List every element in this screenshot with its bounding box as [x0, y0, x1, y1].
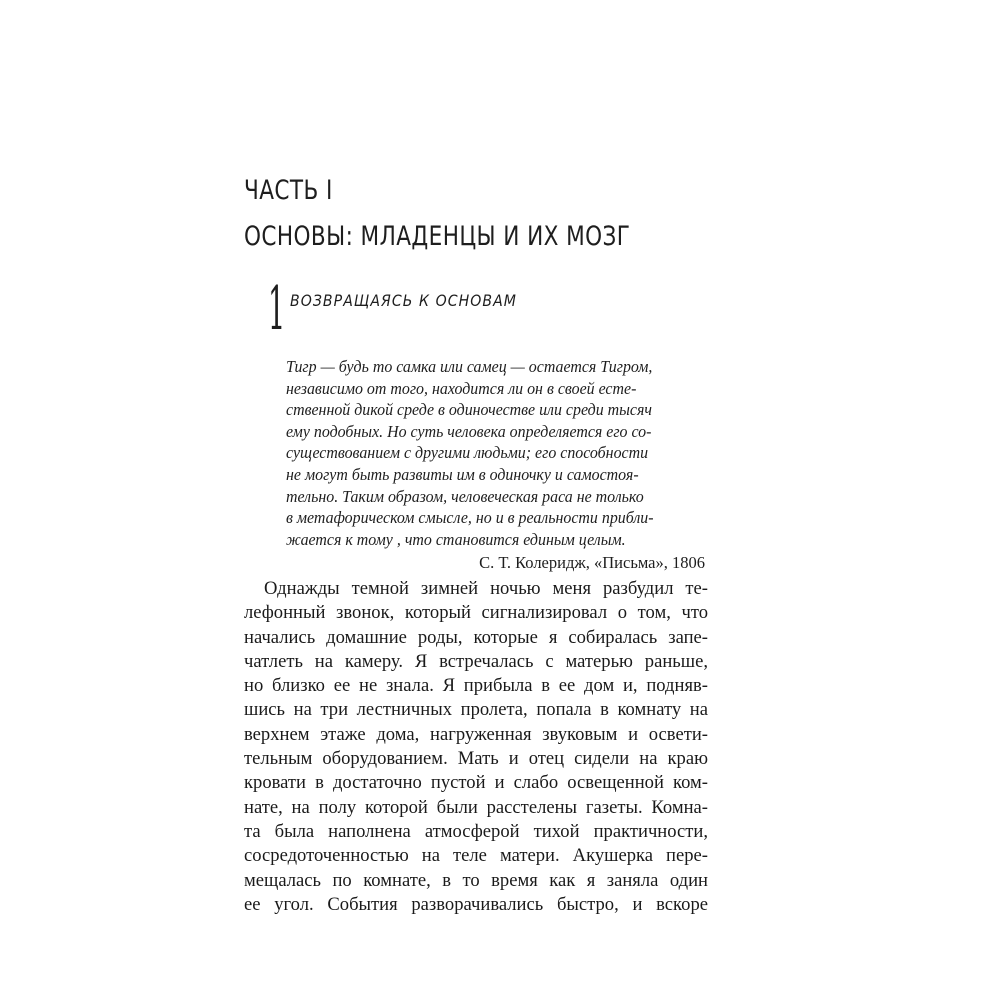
body-line: но близко ее не знала. Я прибыла в ее дом и, подняв- [244, 675, 708, 697]
epigraph-line: существованием с другими людьми; его способности [286, 443, 649, 463]
body-line: сосредоточенностью на теле матери. Акушерка пере- [244, 845, 708, 867]
chapter-heading [268, 274, 668, 344]
part-title: ОСНОВЫ: МЛАДЕНЦЫ И ИХ МОЗГ [244, 221, 631, 252]
body-line: ее угол. События разворачивались быстро, и вскоре [244, 893, 708, 915]
body-line: мещалась по комнате, в то время как я заняла один [244, 869, 708, 891]
part-heading [244, 168, 764, 260]
epigraph-line: ственной дикой среде в одиночестве или среди тысяч [286, 400, 652, 420]
chapter-title: ВОЗВРАЩАЯСЬ К ОСНОВАМ [290, 291, 518, 310]
epigraph-line: ему подобных. Но суть человека определяется его со- [286, 421, 652, 441]
epigraph-line: не могут быть развиты им в одиночку и самостоя- [286, 464, 639, 484]
body-paragraph [244, 577, 708, 917]
body-line: тельным оборудованием. Мать и отец сидели на краю [244, 748, 708, 770]
epigraph-attribution: С. Т. Колеридж, «Письма», 1806 [479, 553, 705, 573]
epigraph-line: тельно. Таким образом, человеческая раса не только [286, 486, 644, 506]
body-line: начались домашние роды, которые я собиралась запе- [244, 626, 708, 648]
body-line: верхнем этаже дома, нагруженная звуковым и освети- [244, 723, 708, 745]
body-line: чатлеть на камеру. Я встречалась с матерью раньше, [244, 650, 708, 672]
epigraph-line: жается к тому , что становится единым целым. [286, 529, 626, 549]
part-label: ЧАСТЬ I [244, 175, 333, 206]
epigraph-line: независимо от того, находится ли он в своей есте- [286, 378, 637, 398]
body-line: Однажды темной зимней ночью меня разбудил те- [264, 578, 708, 599]
epigraph-line: в метафорическом смысле, но и в реальности прибли- [286, 508, 654, 528]
body-line: лефонный звонок, который сигнализировал о том, что [244, 602, 708, 624]
body-line: нате, на полу которой были расстелены газеты. Комна- [244, 796, 708, 818]
epigraph [286, 356, 706, 575]
chapter-number: 1 [268, 274, 286, 344]
body-line: шись на три лестничных пролета, попала в комнату на [244, 699, 708, 721]
body-line: кровати в достаточно пустой и слабо освещенной ком- [244, 772, 708, 794]
epigraph-line: Тигр — будь то самка или самец — остается Тигром, [286, 357, 653, 376]
body-line: та была наполнена атмосферой тихой практичности, [244, 820, 708, 842]
